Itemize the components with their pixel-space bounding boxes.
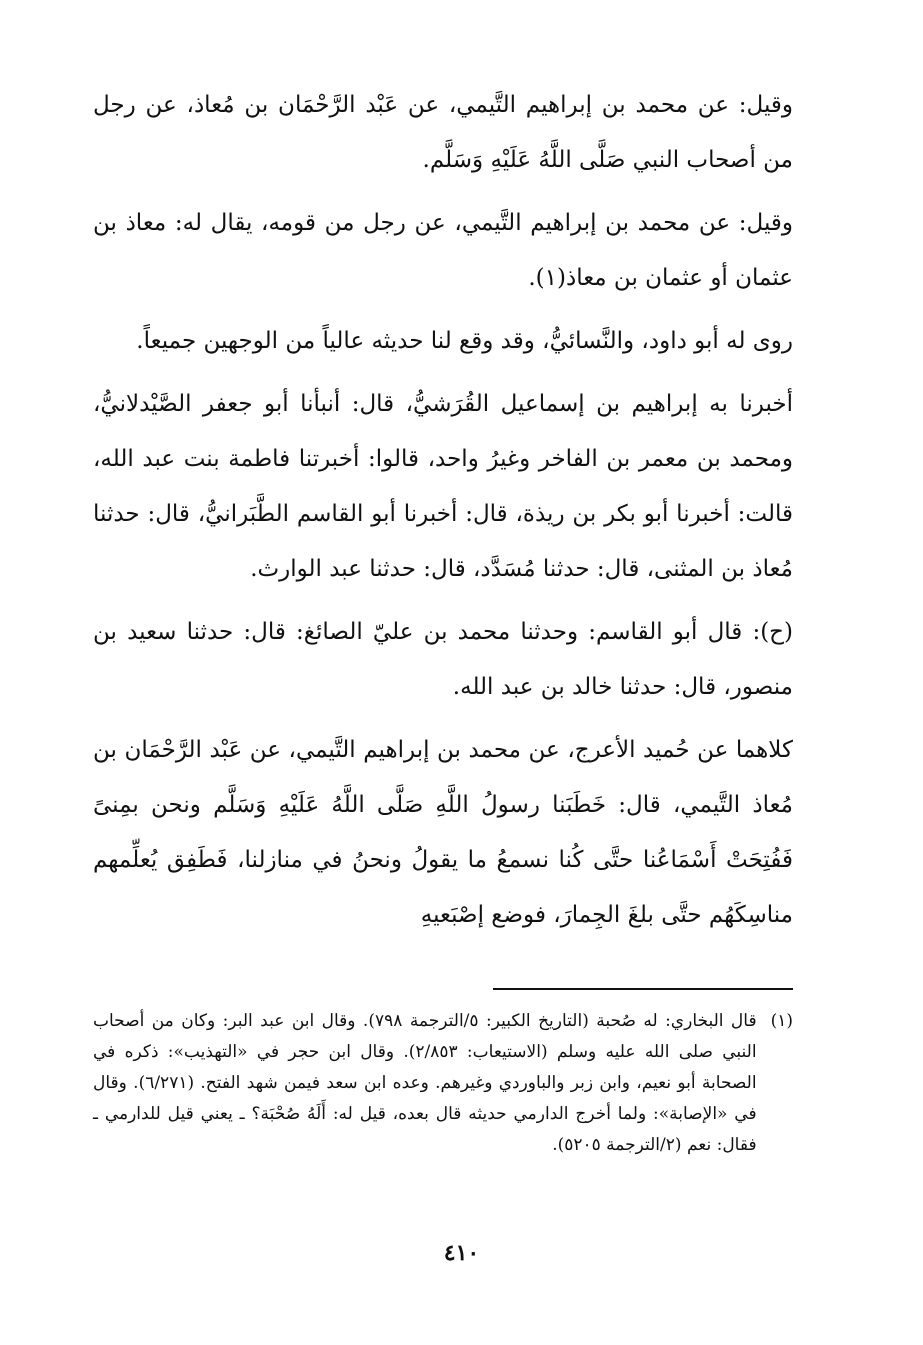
footnote-marker: (١): [770, 1011, 793, 1031]
footnote-divider: [493, 988, 793, 990]
main-text: [93, 78, 793, 951]
paragraph-3: روى له أبو داود، والنَّسائيُّ، وقد وقع لنا حديثه عالياً من الوجهين جميعاً.: [136, 328, 793, 354]
paragraph-4: أخبرنا به إبراهيم بن إسماعيل القُرَشيُّ، قال: أنبأنا أبو جعفر الصَّيْدلانيُّ، ومحمد بن معمر بن الفاخر وغيرُ واحد، قالوا: أخبرتنا فاطمة بنت عبد الله، قالت: أخبرنا أبو بكر بن ريذة، قال: أخبرنا أبو القاسم الطَّبَرانيُّ، قال: حدثنا مُعاذ بن المثنى، قال: حدثنا مُسَدَّد، قال: حدثنا عبد الوارث.: [93, 391, 793, 582]
paragraph-5: (ح): قال أبو القاسم: وحدثنا محمد بن عليّ الصائغ: قال: حدثنا سعيد بن منصور، قال: حدثنا خالد بن عبد الله.: [93, 619, 793, 700]
footnotes: [93, 1006, 793, 1161]
paragraph-6: كلاهما عن حُميد الأعرج، عن محمد بن إبراهيم التَّيمي، عن عَبْد الرَّحْمَان بن مُعاذ التَّيمي، قال: خَطَبَنا رسولُ اللَّهِ صَلَّى اللَّهُ عَلَيْهِ وَسَلَّم ونحن بمِنىً فَفُتِحَتْ أَسْمَاعُنا حتَّى كُنا نسمعُ ما يقولُ ونحنُ في منازلنا، فَطَفِق يُعلِّمهم مناسِكَهُم حتَّى بلغَ الجِمارَ، فوضع إصْبَعيهِ: [93, 737, 793, 928]
footnote-1: [93, 1006, 793, 1161]
paragraph-1: وقيل: عن محمد بن إبراهيم التَّيمي، عن عَبْد الرَّحْمَان بن مُعاذ، عن رجل من أصحاب النبي صَلَّى اللَّهُ عَلَيْهِ وَسَلَّم.: [93, 92, 793, 173]
paragraph-2: وقيل: عن محمد بن إبراهيم التَّيمي، عن رجل من قومه، يقال له: معاذ بن عثمان أو عثمان بن معاذ(١).: [93, 210, 793, 291]
footnote-text: قال البخاري: له صُحبة (التاريخ الكبير: ٥/الترجمة ٧٩٨). وقال ابن عبد البر: وكان من أصحاب النبي صلى الله عليه وسلم (الاستيعاب: ٢/٨٥٣). وقال ابن حجر في «التهذيب»: ذكره في الصحابة أبو نعيم، وابن زبر والباوردي وغيرهم. وعده ابن سعد فيمن شهد الفتح. (٦/٢٧١). وقال في «الإصابة»: ولما أخرج الدارمي حديثه قال بعده، قيل له: أَلَهُ صُحْبَة؟ ـ يعني قيل للدارمي ـ فقال: نعم (٢/الترجمة ٥٢٠٥).: [93, 1011, 757, 1155]
page-number: ٤١٠: [443, 1240, 480, 1266]
